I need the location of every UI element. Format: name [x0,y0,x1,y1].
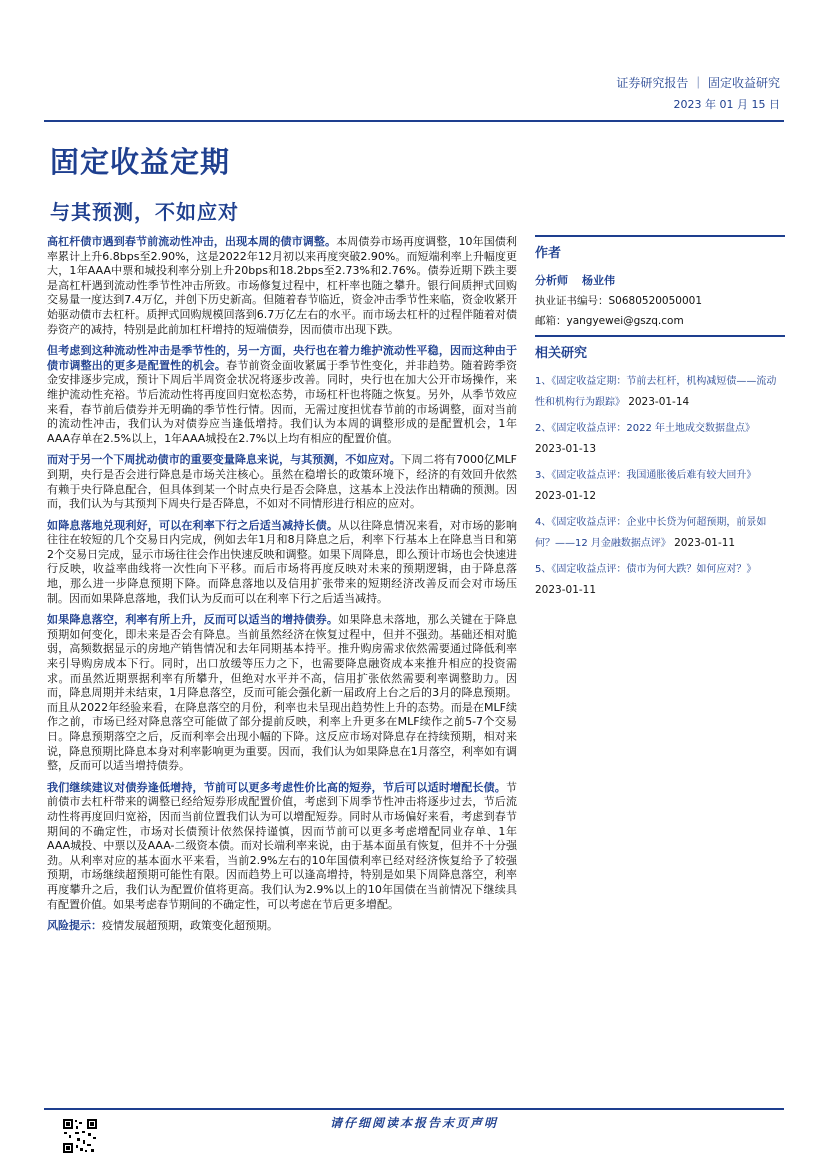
paragraph-text: 本周债券市场再度调整，10年国债利率累计上升6.8bps至2.90%，这是2022年12月初以来再度突破2.90%。而短端利率上升幅度更大，1年AAA中票和城投利率分别上升20bps和18.2bps至2.73%和2.76%。债券近期下跌主要是高杠杆遇到流动性季节性冲击所致。市场修复过程中，杠杆率也随之攀升。银行间质押式回购交易量一度达到7.4万亿，并创下历史新高。但随着春节临近，资金冲击季节性来临，资金收紧开始驱动债市去杠杆。质押式回购规模回落到6.7万亿左右的水平。而市场去杠杆的过程伴随着对债券资产的减持，特别是此前加杠杆增持的短端债券，因而债市出现下跌。 [47,235,517,336]
footer-divider [44,1108,784,1110]
main-body [47,235,517,941]
analyst-label: 分析师 [535,274,568,287]
related-date: 2023-01-14 [628,396,690,408]
paragraph [47,519,517,607]
analyst-line [535,271,785,291]
report-date: 2023 年 01 月 15 日 [673,98,780,111]
paragraph [47,453,517,511]
related-title[interactable]: 5、《固定收益点评：债市为何大跌？如何应对？》 [535,564,757,575]
paragraph-lead: 而对于另一个下周扰动债市的重要变量降息来说，与其预测，不如应对。 [47,453,401,467]
related-report[interactable] [535,559,785,601]
paragraph-lead: 如果降息落空，利率有所上升，反而可以适当的增持债券。 [47,613,339,627]
paragraph [47,344,517,446]
paragraph-lead: 高杠杆债市遇到春节前流动性冲击，出现本周的债市调整。 [47,235,337,248]
sidebar [535,235,785,606]
paragraph-text: 春节前资金面收紧属于季节性变化，并非趋势。随着跨季资金安排逐步完成，预计下周后半周资金状况将逐步改善。同时，央行也在加大公开市场操作，来维护流动性充裕。节后流动性将再度回归宽松态势，市场杠杆也将随之恢复。另外，从季节效应来看，春节前后债券并无明确的季节性行情。因而，无需过度担忧春节前的市场调整，面对当前的流动性冲击，我们认为对债券应当逢低增持。我们认为本周的调整形成的是配置机会，1年AAA存单在2.5%以上，1年AAA城投在2.7%以上均有相应的配置价值。 [47,358,518,445]
paragraph [47,235,517,337]
paragraph-lead: 如降息落地兑现利好，可以在利率下行之后适当减持长债。 [47,518,339,532]
certificate-number: 执业证书编号：S0680520050001 [535,295,703,307]
paragraph-lead: 我们继续建议对债券逢低增持，节前可以更多考虑性价比高的短券，节后可以适时增配长债。 [47,780,506,794]
paragraph-text: 疫情发展超预期，政策变化超预期。 [102,919,278,933]
paragraph-lead: 但考虑到这种流动性冲击是季节性的，另一方面，央行也在着力维护流动性平稳，因而这种由于债市调整出的更多是配置性的机会。 [47,344,517,372]
related-report[interactable] [535,512,785,554]
report-category: 证券研究报告 ｜ 固定收益研究 [616,76,780,90]
related-section-header: 相关研究 [535,335,785,365]
author-section-header: 作者 [535,235,785,265]
analyst-name: 杨业伟 [582,274,615,287]
analyst-email[interactable]: 邮箱：yangyewei@gszq.com [535,315,684,327]
header-divider [44,120,784,122]
paragraph [47,781,517,912]
paragraph [47,613,517,774]
qr-code-icon [62,1118,98,1154]
footer-disclaimer: 请仔细阅读本报告末页声明 [330,1116,499,1130]
paragraph-text: 从以往降息情况来看，对市场的影响往往在较短的几个交易日内完成，例如去年1月和8月降息之后，利率下行基本上在降息当日和第2个交易日完成，显示市场往往会作出快速反映和调整。如果下周降息，即么预计市场也会快速进行反映，收益率曲线将一次性向下平移。而后市场将再度反映对未来的预期逻辑，由于降息落地，那么进一步降息预期下降。而降息落地以及信用扩张带来的短期经济改善反而会对市场压制。因而如果降息落地，我们认为反而可以在利率下行之后适当减持。 [47,518,518,605]
related-title[interactable]: 3、《固定收益点评：我国通胀後后难有较大回升》 [535,470,757,481]
risk-warning [47,919,517,934]
related-title[interactable]: 1、《固定收益定期：节前去杠杆，机构减短债——流动性和机构行为跟踪》 [535,376,777,408]
related-date: 2023-01-12 [535,490,597,502]
related-title[interactable]: 2、《固定收益点评：2022 年土地成交数据盘点》 [535,423,755,434]
paragraph-lead: 风险提示： [47,919,102,933]
related-title[interactable]: 4、《固定收益点评：企业中长贷为何超预期，前景如何？——12 月金融数据点评》 [535,517,767,549]
related-report[interactable] [535,418,785,460]
related-report[interactable] [535,371,785,413]
paragraph-text: 下周二将有7000亿MLF到期，央行是否会进行降息是市场关注核心。虽然在稳增长的政策环境下，经济的有效回升依然有赖于央行降息配合，但具体到某一个时点央行是否会降息，这基本上没法作出精确的预测。因而，我们认为与其预判下周央行是否降息，不如对不同情形进行相应的应对。 [47,453,517,511]
paragraph-text: 如果降息未落地，那么关键在于降息预期如何变化，即未来是否会有降息。当前虽然经济在恢复过程中，但并不强劲。基础还相对脆弱，高频数据显示的房地产销售情况和去年同期基本持平。推升购房需求依然需要通过降低利率来引导购房成本下行。同时，出口放缓等压力之下，也需要降息融资成本来推升相应的投资需求。而虽然近期票据利率有所攀升，但绝对水平并不高，信用扩张依然需要利率调整助力。因而，降息周期并未结束，1月降息落空，反而可能会强化新一届政府上台之后的3月的降息预期。而且从2022年经验来看，在降息落空的月份，利率也未呈现出趋势性上升的态势。而是在MLF续作之前，市场已经对降息落空可能做了部分提前反映，利率上升更多在MLF续作之前5-7个交易日。降息预期落空之后，反而利率会出现小幅的下降。这反应市场对降息存在持续预期，相对来说，降息预期比降息本身对利率影响更为重要。因而，我们认为如果降息在1月落空，利率如有调整，反而可以适当增持债券。 [47,613,518,773]
report-title: 固定收益定期 [50,145,231,179]
paragraph-text: 节前债市去杠杆带来的调整已经给短券形成配置价值，考虑到下周季节性冲击将逐步过去，节后流动性将再度回归宽裕，因而当前位置我们认为可以增配短券。同时从市场偏好来看，考虑到春节期间的不确定性，市场对长债预计依然保持谨慎，因而节前可以更多考虑增配同业存单、1年AAA城投、中票以及AAA-二级资本债。而对长端利率来说，由于基本面虽有恢复，但并不十分强劲。从利率对应的基本面水平来看，当前2.9%左右的10年国债利率已经对经济恢复给予了较强预期，市场继续超预期可能性有限。因而趋势上可以逢高增持，特别是如果下周降息落空，利率再度攀升之后，我们认为配置价值将更高。我们认为2.9%以上的10年国债在当前情况下继续具有配置价值。如果考虑春节期间的不确定性，可以考虑在节后更多增配。 [47,780,517,911]
related-report[interactable] [535,465,785,507]
related-date: 2023-01-13 [535,443,597,455]
related-date: 2023-01-11 [535,584,597,596]
report-subtitle: 与其预测，不如应对 [50,200,239,224]
related-date: 2023-01-11 [674,537,736,549]
